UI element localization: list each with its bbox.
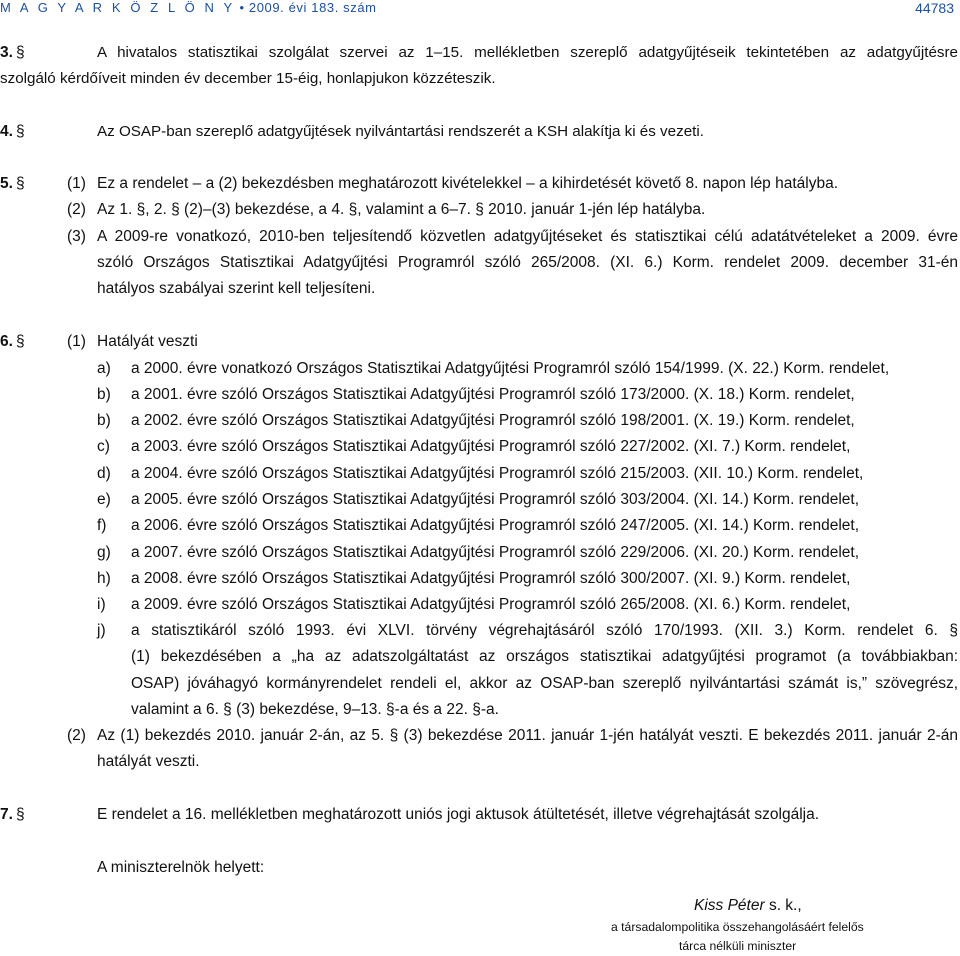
section-mark: §: [15, 175, 25, 192]
section-4-number: [0, 122, 25, 142]
list-item: a 2003. évre szóló Országos Statisztikai Adatgyűjtési Programról szóló 227/2002. (XI. 7.) Korm. rendelet,: [131, 438, 851, 455]
list-item-label: g): [97, 544, 111, 561]
section-number: 3.: [0, 44, 13, 61]
list-item: a 2001. évre szóló Országos Statisztikai Adatgyűjtési Programról szóló 173/2000. (X. 18.) Korm. rendelet,: [131, 386, 855, 403]
signer-suffix: s. k.,: [764, 897, 802, 914]
section-mark: §: [15, 333, 25, 350]
list-item-j-line-4: valamint a 6. § (3) bekezdése, 9–13. §-a és a 22. §-a.: [131, 701, 499, 718]
section-5-p2: Az 1. §, 2. § (2)–(3) bekezdése, a 4. §, valamint a 6–7. § 2010. január 1-jén lép hatályba.: [97, 201, 706, 218]
list-item-label: e): [97, 491, 111, 508]
on-behalf-line: A miniszterelnök helyett:: [97, 859, 265, 876]
section-number: 5.: [0, 175, 13, 192]
section-mark: §: [15, 123, 25, 140]
header-left: [0, 0, 377, 15]
section-5-p1: Ez a rendelet – a (2) bekezdésben meghatározott kivételekkel – a kihirdetését követő 8. napon lép hatályba.: [97, 175, 839, 192]
list-item-label: b): [97, 386, 111, 403]
list-item: a 2009. évre szóló Országos Statisztikai Adatgyűjtési Programról szóló 265/2008. (XI. 6.) Korm. rendelet,: [131, 596, 851, 613]
paragraph-label: (1): [67, 175, 86, 192]
section-5-p3-line-2: szóló Országos Statisztikai Adatgyűjtési Programról szóló 265/2008. (XI. 6.) Korm. rendelet 2009. december 31-én: [97, 254, 958, 271]
section-5-p3-line-1: A 2009-re vonatkozó, 2010-ben teljesítendő közvetlen adatgyűjtéseket és statisztikai célú adatátvételeket a 2009. évre: [97, 228, 958, 245]
section-3-line-2: szolgáló kérdőíveit minden év december 15-éig, honlapjukon közzéteszik.: [0, 70, 496, 87]
section-7-line-1: E rendelet a 16. mellékletben meghatározott uniós jogi aktusok átültetését, illetve végrehajtását szolgálja.: [97, 806, 820, 823]
signer-title-2: tárca nélküli miniszter: [679, 939, 797, 953]
issue-label: 2009. évi 183. szám: [248, 0, 377, 15]
section-mark: §: [15, 44, 25, 61]
list-item: a 2006. évre szóló Országos Statisztikai Adatgyűjtési Programról szóló 247/2005. (XI. 14.) Korm. rendelet,: [131, 517, 860, 534]
section-6-number: [0, 332, 25, 352]
section-3-number: [0, 43, 25, 63]
page-header: [0, 0, 960, 22]
list-item-j-line-3: OSAP) jóváhagyó kormányrendelet rendeli el, akkor az OSAP-ban szereplő nyilvántartási számát is,” szövegrész,: [131, 675, 958, 692]
list-item: a 2007. évre szóló Országos Statisztikai Adatgyűjtési Programról szóló 229/2006. (XI. 20.) Korm. rendelet,: [131, 544, 860, 561]
paragraph-label: (1): [67, 333, 86, 350]
section-number: 7.: [0, 806, 13, 823]
list-item-label: j): [97, 622, 106, 639]
paragraph-label: (3): [67, 228, 86, 245]
section-6-p1-intro: Hatályát veszti: [97, 333, 198, 350]
section-number: 4.: [0, 123, 13, 140]
signature-block: [694, 897, 802, 915]
section-mark: §: [15, 806, 25, 823]
section-6-p2-line-2: hatályát veszti.: [97, 753, 200, 770]
list-item-label: b): [97, 412, 111, 429]
header-bullet: •: [239, 0, 245, 15]
list-item-label: h): [97, 570, 111, 587]
section-number: 6.: [0, 333, 13, 350]
signer-title-1: a társadalompolitika összehangolásáért felelős: [611, 920, 864, 934]
list-item: a 2008. évre szóló Országos Statisztikai Adatgyűjtési Programról szóló 300/2007. (XI. 9.) Korm. rendelet,: [131, 570, 851, 587]
list-item-label: c): [97, 438, 110, 455]
list-item-label: f): [97, 517, 107, 534]
section-3-line-1: A hivatalos statisztikai szolgálat szervei az 1–15. mellékletben szereplő adatgyűjtéseik tekintetében az adatgyűjtésre: [97, 44, 958, 61]
list-item-label: a): [97, 360, 111, 377]
list-item-j-line-1: a statisztikáról szóló 1993. évi XLVI. törvény végrehajtásáról szóló 170/1993. (XII. 3.) Korm. rendelet 6. §: [131, 622, 958, 639]
page-number: 44783: [915, 0, 954, 16]
list-item-label: i): [97, 596, 106, 613]
section-7-number: [0, 805, 25, 825]
section-5-p3-line-3: hatályos szabályai szerint kell teljesíteni.: [97, 280, 376, 297]
signer-name: Kiss Péter: [694, 897, 765, 914]
paragraph-label: (2): [67, 201, 86, 218]
list-item-label: d): [97, 465, 111, 482]
section-5-number: [0, 174, 25, 194]
list-item: a 2004. évre szóló Országos Statisztikai Adatgyűjtési Programról szóló 215/2003. (XII. 10.) Korm. rendelet,: [131, 465, 864, 482]
section-4-line-1: Az OSAP-ban szereplő adatgyűjtések nyilvántartási rendszerét a KSH alakítja ki és vezeti.: [97, 123, 704, 140]
list-item-j-line-2: (1) bekezdésében a „ha az adatszolgáltatást az országos statisztikai adatgyűjtési programot (a továbbiakban:: [131, 648, 958, 665]
list-item: a 2005. évre szóló Országos Statisztikai Adatgyűjtési Programról szóló 303/2004. (XI. 14.) Korm. rendelet,: [131, 491, 860, 508]
section-6-p2-line-1: Az (1) bekezdés 2010. január 2-án, az 5. § (3) bekezdése 2011. január 1-jén hatályát veszti. E bekezdés 2011. január 2-án: [97, 727, 958, 744]
paragraph-label: (2): [67, 727, 86, 744]
list-item: a 2000. évre vonatkozó Országos Statisztikai Adatgyűjtési Programról szóló 154/1999. (X. 22.) Korm. rendelet,: [131, 360, 890, 377]
journal-name: M A G Y A R K Ö Z L Ö N Y: [0, 0, 236, 15]
list-item: a 2002. évre szóló Országos Statisztikai Adatgyűjtési Programról szóló 198/2001. (X. 19.) Korm. rendelet,: [131, 412, 855, 429]
